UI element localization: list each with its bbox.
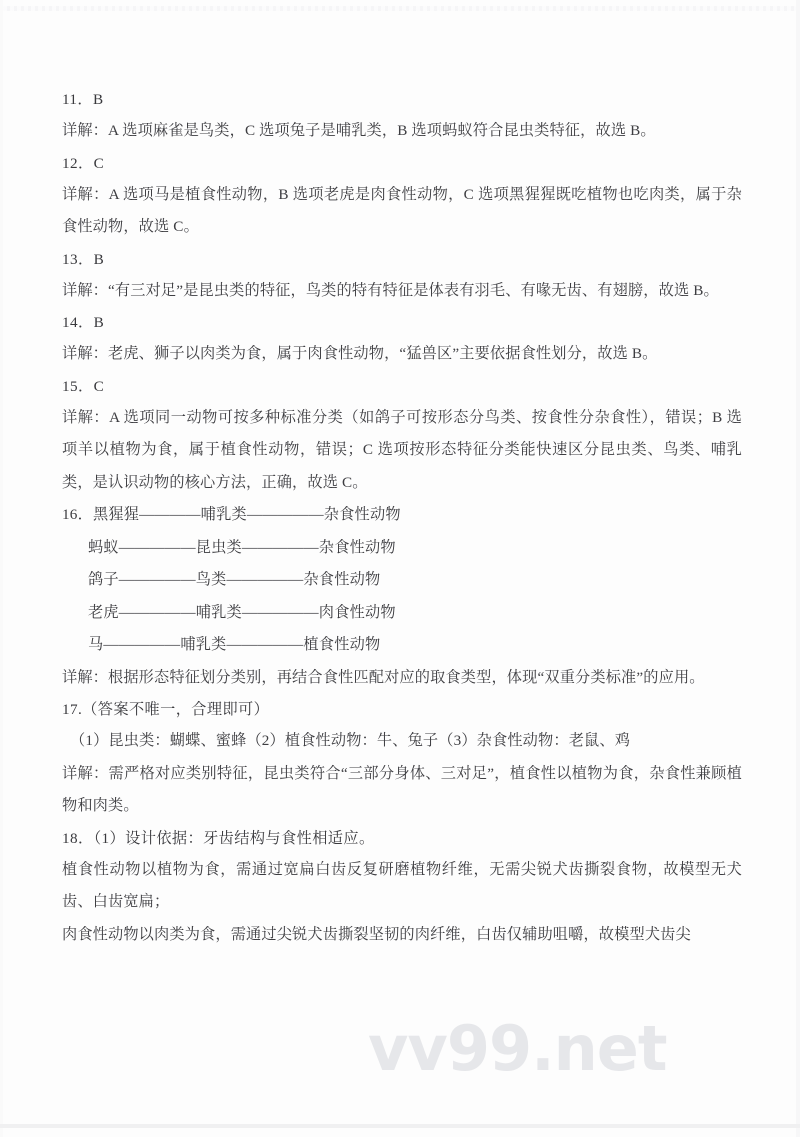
- answer-block-14: [62, 307, 742, 371]
- answer-line-11: 11．B: [62, 91, 104, 108]
- detail-text-16: 详解：根据形态特征划分类别，再结合食性匹配对应的取食类型，体现“双重分类标准”的应用。: [62, 668, 705, 686]
- answer-block-15: [62, 371, 742, 500]
- site-watermark: vv99.net: [368, 1012, 667, 1085]
- document-body: [62, 84, 742, 951]
- mapping-row: 蚂蚁—————昆虫类—————杂食性动物: [88, 538, 396, 556]
- detail-text-17: 详解：需严格对应类别特征，昆虫类符合“三部分身体、三对足”，植食性以植物为食，杂食性兼顾植物和肉类。: [62, 764, 742, 814]
- answer-block-13: [62, 244, 742, 308]
- answer-line-13: 13．B: [62, 250, 105, 268]
- detail-text-15: 详解：A 选项同一动物可按多种标准分类（如鸽子可按形态分鸟类、按食性分杂食性），错误；B 选项羊以植物为食，属于植食性动物，错误；C 选项按形态特征分类能快速区分昆虫类、鸟类、哺乳类，是认识动物的核心方法，正确，故选 C。: [62, 408, 742, 491]
- answer-line-14: 14．B: [62, 314, 105, 331]
- answer-block-17: [62, 694, 742, 823]
- scan-edge-bottom: [0, 1124, 800, 1128]
- detail-text-11: 详解：A 选项麻雀是鸟类，C 选项兔子是哺乳类，B 选项蚂蚁符合昆虫类特征，故选 B。: [62, 122, 656, 139]
- answer-line-12: 12．C: [62, 154, 105, 172]
- mapping-row: 老虎—————哺乳类—————肉食性动物: [88, 603, 396, 621]
- detail-text-14: 详解：老虎、狮子以肉类为食，属于肉食性动物，“猛兽区”主要依据食性划分，故选 B。: [62, 345, 658, 362]
- detail-paragraph-18-1: 植食性动物以植物为食，需通过宽扁白齿反复研磨植物纤维，无需尖锐犬齿撕裂食物，故模型无犬齿、白齿宽扁；: [62, 860, 742, 910]
- mapping-row: 马—————哺乳类—————植食性动物: [88, 636, 381, 653]
- answer-line-15: 15．C: [62, 377, 105, 395]
- mapping-row: 16．黑猩猩————哺乳类—————杂食性动物: [62, 506, 401, 523]
- answer-line-18: 18．（1）设计依据：牙齿结构与食性相适应。: [62, 829, 375, 847]
- answer-block-12: [62, 148, 742, 244]
- scan-edge-left: [0, 0, 3, 1137]
- scan-edge-top: [0, 6, 800, 11]
- answer-line-17: 17.（答案不唯一，合理即可）: [62, 701, 270, 718]
- answer-block-16: [62, 499, 742, 694]
- detail-text-12: 详解：A 选项马是植食性动物，B 选项老虎是肉食性动物，C 选项黑猩猩既吃植物也吃肉类，属于杂食性动物，故选 C。: [62, 185, 742, 235]
- answer-sub-line-17: （1）昆虫类：蝴蝶、蜜蜂（2）植食性动物：牛、兔子（3）杂食性动物：老鼠、鸡: [70, 732, 631, 749]
- mapping-row: 鸽子—————鸟类—————杂食性动物: [88, 571, 381, 588]
- detail-paragraph-18-2: 肉食性动物以肉类为食，需通过尖锐犬齿撕裂坚韧的肉纤维，白齿仅辅助咀嚼，故模型犬齿尖: [62, 925, 691, 943]
- answer-block-18: [62, 823, 742, 952]
- scan-edge-right: [796, 0, 800, 1137]
- detail-text-13: 详解：“有三对足”是昆虫类的特征，鸟类的特有特征是体表有羽毛、有喙无齿、有翅膀，故选 B。: [62, 281, 719, 299]
- answer-block-11: [62, 84, 742, 148]
